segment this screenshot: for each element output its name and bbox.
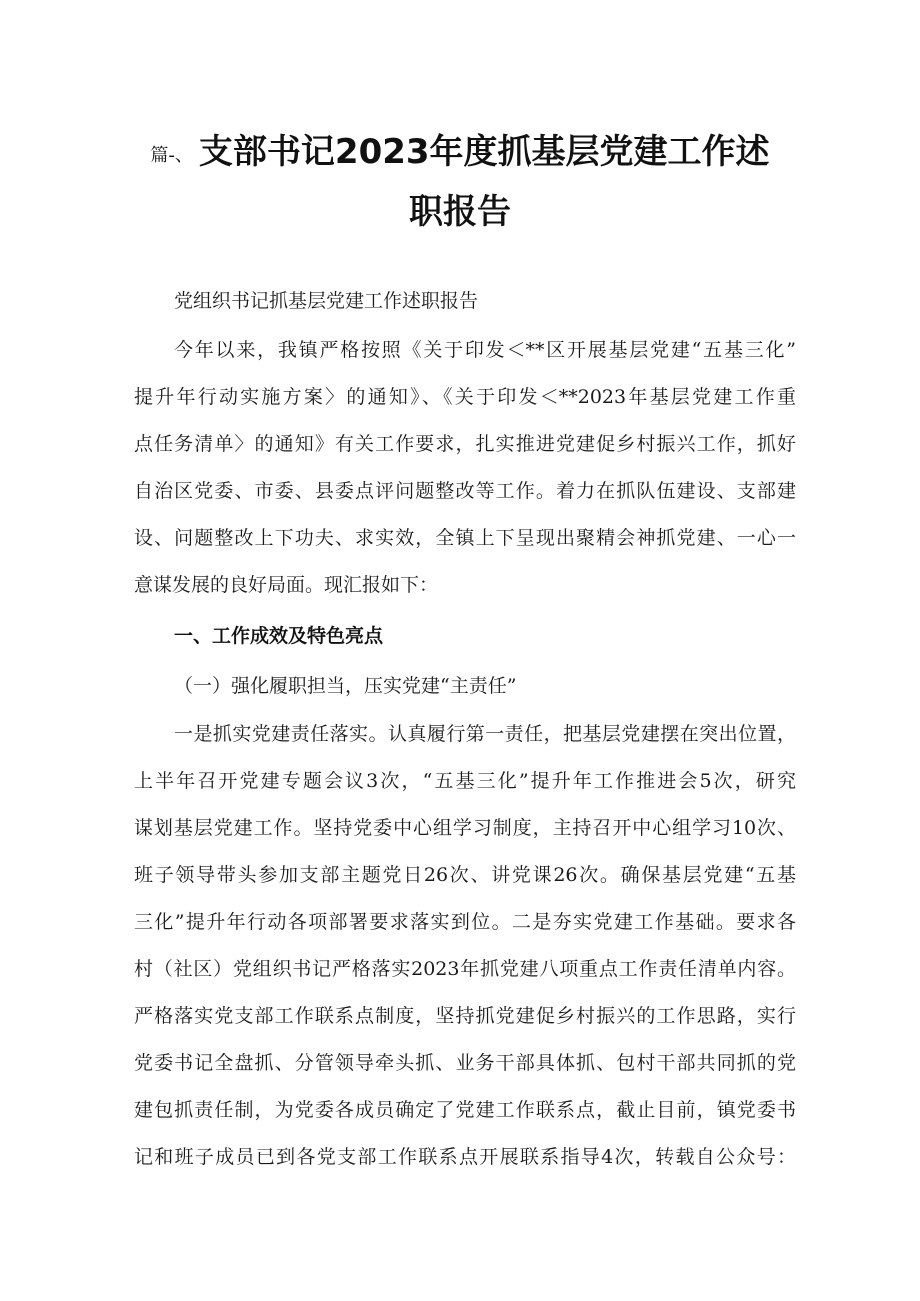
body-line: 班子领导带头参加支部主题党日26次、讲党课26次。确保基层党建“五基 <box>134 864 796 886</box>
intro-line: 点任务清单〉的通知》有关工作要求，扎实推进党建促乡村振兴工作，抓好 <box>134 433 796 455</box>
intro-line: 自治区党委、市委、县委点评问题整改等工作。着力在抓队伍建设、支部建 <box>134 480 796 502</box>
document-subtitle: 党组织书记抓基层党建工作述职报告 <box>174 290 479 312</box>
body-line: 严格落实党支部工作联系点制度，坚持抓党建促乡村振兴的工作思路，实行 <box>134 1005 796 1027</box>
body-line: 谋划基层党建工作。坚持党委中心组学习制度，主持召开中心组学习10次、 <box>134 817 796 839</box>
body-line: 村（社区）党组织书记严格落实2023年抓党建八项重点工作责任清单内容。 <box>134 958 796 980</box>
intro-line: 意谋发展的良好局面。现汇报如下： <box>134 574 439 596</box>
title-text: 支部书记2023年度抓基层党建工作述 <box>198 132 770 172</box>
body-line: 上半年召开党建专题会议3次，“五基三化”提升年工作推进会5次，研究 <box>134 770 796 792</box>
document-title-line-2: 职报告 <box>409 192 511 232</box>
body-line: 记和班子成员已到各党支部工作联系点开展联系指导4次，转载自公众号： <box>134 1146 796 1168</box>
section-heading: 一、工作成效及特色亮点 <box>174 625 384 647</box>
intro-line: 今年以来，我镇严格按照《关于印发＜**区开展基层党建“五基三化” <box>174 339 796 361</box>
body-line: 三化”提升年行动各项部署要求落实到位。二是夯实党建工作基础。要求各 <box>134 911 796 933</box>
intro-line: 提升年行动实施方案〉的通知》、《关于印发＜**2023年基层党建工作重 <box>134 386 796 408</box>
body-line: 党委书记全盘抓、分管领导牵头抓、业务干部具体抓、包村干部共同抓的党 <box>134 1052 796 1074</box>
document-title-line-1 <box>100 124 820 173</box>
body-line: 建包抓责任制，为党委各成员确定了党建工作联系点，截止目前，镇党委书 <box>134 1099 796 1121</box>
subsection-heading: （一）强化履职担当，压实党建“主责任” <box>174 675 517 697</box>
body-line: 一是抓实党建责任落实。认真履行第一责任，把基层党建摆在突出位置， <box>174 723 796 745</box>
title-prefix: 篇-、 <box>150 144 193 166</box>
intro-line: 设、问题整改上下功夫、求实效，全镇上下呈现出聚精会神抓党建、一心一 <box>134 527 796 549</box>
